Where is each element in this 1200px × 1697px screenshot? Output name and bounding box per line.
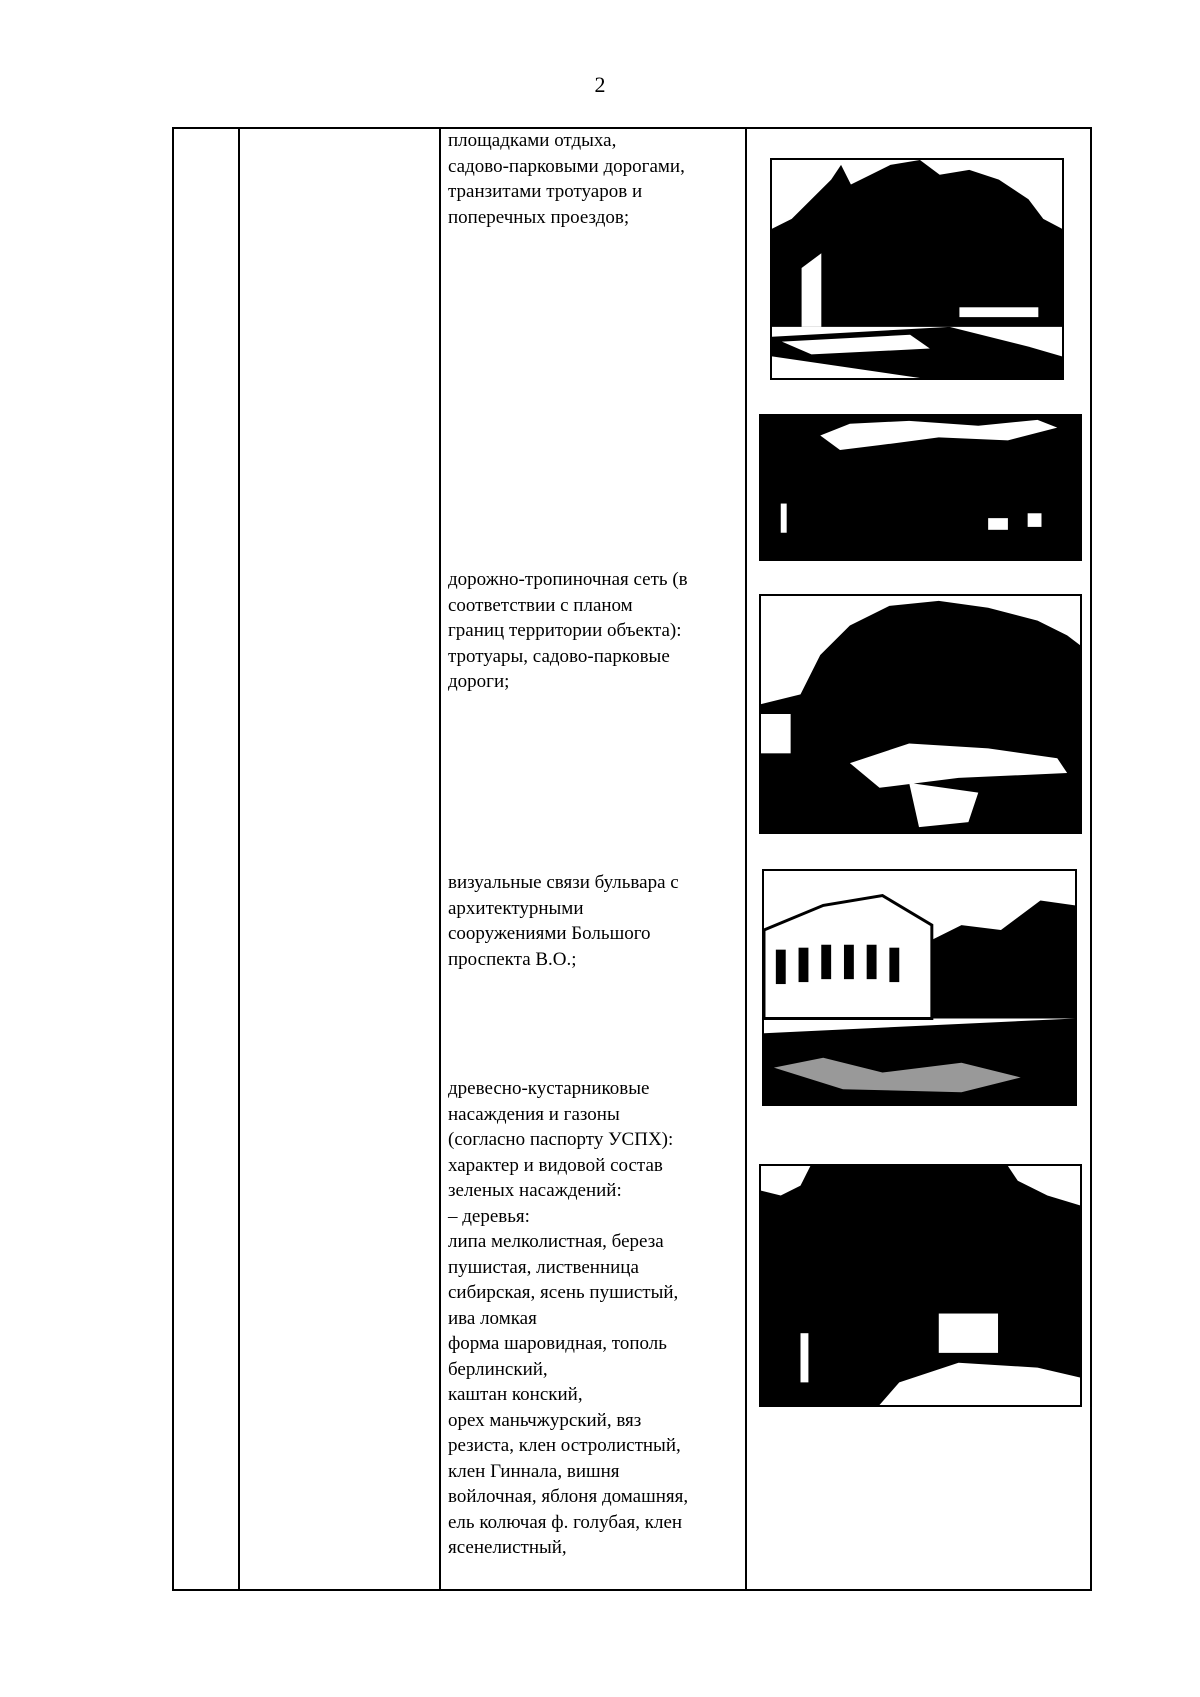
building-photo-icon xyxy=(764,871,1075,1104)
photo-architecture xyxy=(762,869,1077,1106)
photo-greenery xyxy=(759,1164,1082,1407)
text-block-visual-links: визуальные связи бульвара с архитектурными сооружениями Большого проспекта В.О.; xyxy=(448,872,679,970)
photo-boulevard-trees-1 xyxy=(770,158,1064,380)
text-block-greenery: древесно-кустарниковые насаждения и газоны (согласно паспорту УСПХ): характер и видовой состав зеленых насаждений: – деревья: липа мелколистная, береза пушистая, лиственница сибирская, ясень пушистый, ива ломкая форма шаровидная, тополь берлинский, каштан конский, орех маньчжурский, вяз резиста, клен остролистный, клен Гиннала, вишня войлочная, яблоня домашняя, ель колючая ф. голубая, клен ясенелистный, xyxy=(448,1078,689,1558)
photo-boulevard-trees-2 xyxy=(759,414,1082,561)
column-divider-2 xyxy=(439,129,441,1589)
text-block-rest-areas: площадками отдыха, садово-парковыми дорогами, транзитами тротуаров и поперечных проездов; xyxy=(448,130,685,228)
column-divider-1 xyxy=(238,129,240,1589)
photo-path-network xyxy=(759,594,1082,834)
tree-photo-icon xyxy=(761,1166,1080,1405)
text-block-path-network: дорожно-тропиночная сеть (в соответствии с планом границ территории объекта): тротуары, садово-парковые дороги; xyxy=(448,569,688,692)
tree-photo-icon xyxy=(761,596,1080,832)
page-number: 2 xyxy=(594,72,606,97)
tree-photo-icon xyxy=(761,416,1080,559)
tree-photo-icon xyxy=(772,160,1062,378)
